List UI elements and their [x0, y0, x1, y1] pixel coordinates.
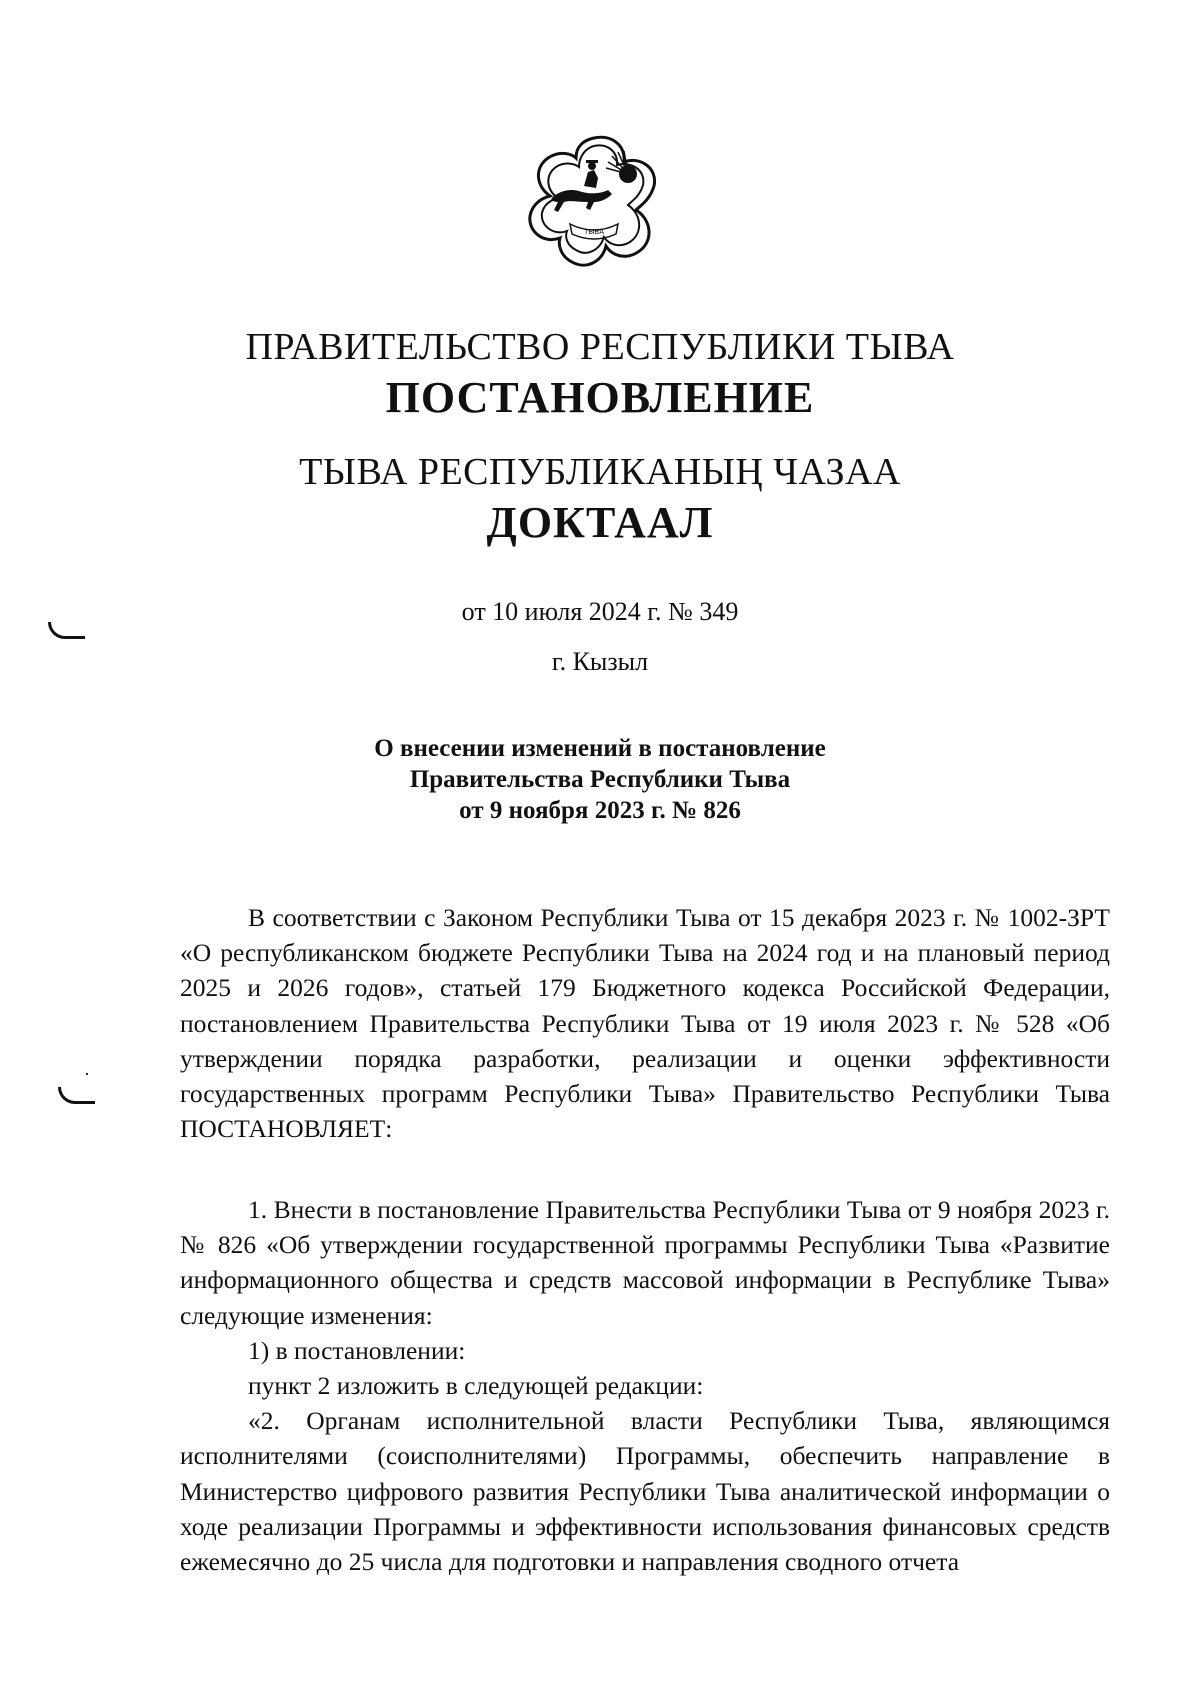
- resolution-items-block: [180, 1192, 1110, 1579]
- document-type-tyv: ДОКТААЛ: [486, 498, 714, 547]
- document-type-ru: ПОСТАНОВЛЕНИЕ: [385, 373, 815, 422]
- scan-artifact-mark: [58, 1087, 95, 1104]
- preamble-paragraph: В соответствии с Законом Республики Тыва от 15 декабря 2023 г. № 1002-ЗРТ «О республиканском бюджете Республики Тыва на 2024 год и на плановый период 2025 и 2026 годов», статьей 179 Бюджетного кодекса Российской Федерации, постановлением Правительства Республики Тыва от 19 июля 2023 г. № 528 «Об утверждении порядка разработки, реализации и оценки эффективности государственных программ Республики Тыва» Правительство Республики Тыва ПОСТАНОВЛЯЕТ:: [180, 903, 1110, 1144]
- item-1-subitem-2: пункт 2 изложить в следующей редакции:: [248, 1371, 704, 1401]
- title-line-3: от 9 ноября 2023 г. № 826: [459, 797, 741, 824]
- tuva-emblem-icon: [520, 128, 668, 276]
- item-1-paragraph: 1. Внести в постановление Правительства Республики Тыва от 9 ноября 2023 г. № 826 «Об утверждении государственной программы Республики Тыва «Развитие информационного общества и средств массовой информации в Республике Тыва» следующие изменения:: [180, 1195, 1110, 1330]
- document-title: [0, 733, 1200, 826]
- item-1-quote: «2. Органам исполнительной власти Республики Тыва, являющимся исполнителями (соисполнителями) Программы, обеспечить направление в Министерство цифрового развития Республики Тыва аналитической информации о ходе реализации Программы и эффективности использования финансовых средств ежемесячно до 25 числа для подготовки и направления сводного отчета: [180, 1406, 1110, 1577]
- government-name-tyv: ТЫВА РЕСПУБЛИКАНЫҢ ЧАЗАА: [299, 451, 901, 493]
- scan-artifact-mark: [48, 622, 85, 639]
- preamble-block: [180, 900, 1110, 1146]
- item-1-subitem-1: 1) в постановлении:: [248, 1335, 466, 1365]
- document-date-number: от 10 июля 2024 г. № 349: [461, 597, 739, 626]
- government-name-ru: ПРАВИТЕЛЬСТВО РЕСПУБЛИКИ ТЫВА: [245, 326, 955, 368]
- title-line-1: О внесении изменений в постановление: [374, 735, 826, 762]
- title-line-2: Правительства Республики Тыва: [409, 766, 791, 793]
- emblem-ribbon-text: ТЫВА: [583, 228, 605, 236]
- scan-artifact-dot: [86, 1073, 88, 1075]
- document-city: г. Кызыл: [551, 647, 649, 676]
